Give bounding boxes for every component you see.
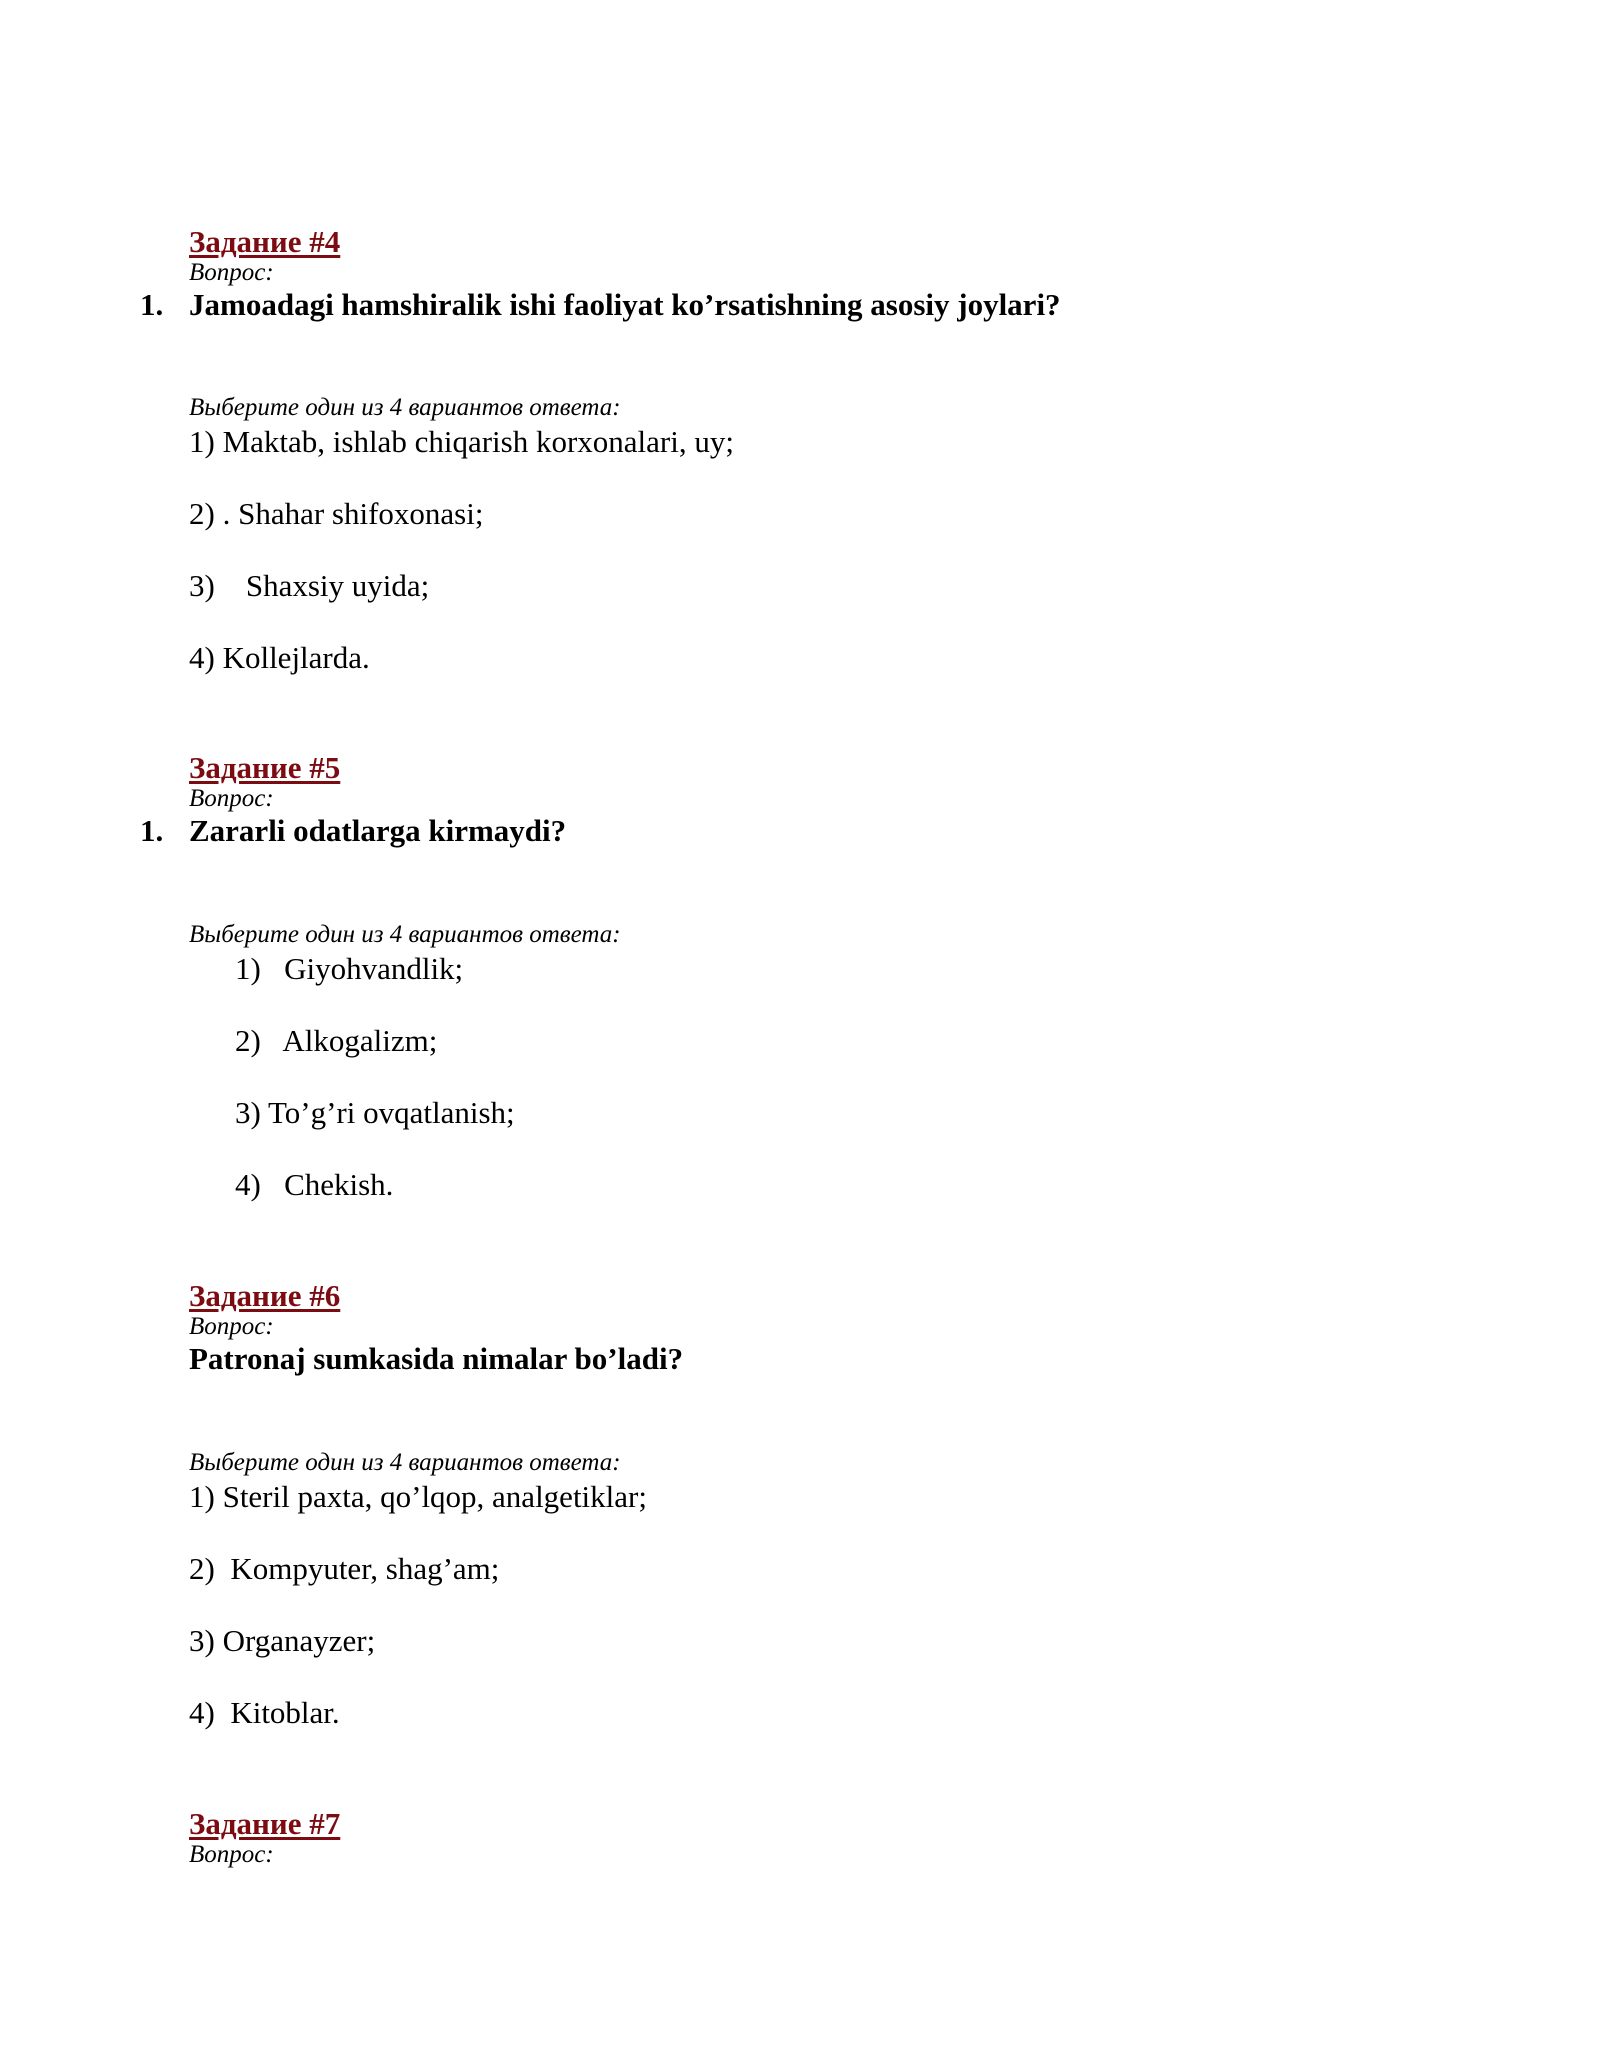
- question-label-6: Вопрос:: [189, 1313, 274, 1340]
- question-label-4: Вопрос:: [189, 259, 274, 286]
- answer-4-1: 1) Maktab, ishlab chiqarish korxonalari, uy;: [189, 424, 734, 459]
- question-number-5: 1.: [140, 813, 164, 848]
- answer-5-1: 1) Giyohvandlik;: [235, 951, 464, 986]
- answer-4-3: 3) Shaxsiy uyida;: [189, 568, 430, 603]
- answer-6-3: 3) Organayzer;: [189, 1623, 376, 1658]
- choose-label-5: Выберите один из 4 вариантов ответа:: [189, 921, 621, 948]
- answer-5-3: 3) To’g’ri ovqatlanish;: [235, 1095, 515, 1130]
- answer-4-4: 4) Kollejlarda.: [189, 640, 370, 675]
- task-title-6: Задание #6: [189, 1278, 341, 1313]
- question-label-5: Вопрос:: [189, 785, 274, 812]
- choose-label-4: Выберите один из 4 вариантов ответа:: [189, 394, 621, 421]
- answer-6-2: 2) Kompyuter, shag’am;: [189, 1551, 500, 1586]
- question-text-6: Patronaj sumkasida nimalar bo’ladi?: [189, 1341, 684, 1376]
- answer-5-2: 2) Alkogalizm;: [235, 1023, 438, 1058]
- question-label-7: Вопрос:: [189, 1841, 274, 1868]
- task-title-4: Задание #4: [189, 224, 341, 259]
- question-number-4: 1.: [140, 287, 164, 322]
- question-text-5: Zararli odatlarga kirmaydi?: [189, 813, 567, 848]
- question-text-4: Jamoadagi hamshiralik ishi faoliyat ko’rsatishning asosiy joylari?: [189, 287, 1061, 322]
- task-title-7: Задание #7: [189, 1806, 341, 1841]
- answer-6-4: 4) Kitoblar.: [189, 1695, 340, 1730]
- answer-4-2: 2) . Shahar shifoxonasi;: [189, 496, 484, 531]
- answer-6-1: 1) Steril paxta, qo’lqop, analgetiklar;: [189, 1479, 647, 1514]
- task-title-5: Задание #5: [189, 750, 341, 785]
- choose-label-6: Выберите один из 4 вариантов ответа:: [189, 1449, 621, 1476]
- answer-5-4: 4) Chekish.: [235, 1167, 394, 1202]
